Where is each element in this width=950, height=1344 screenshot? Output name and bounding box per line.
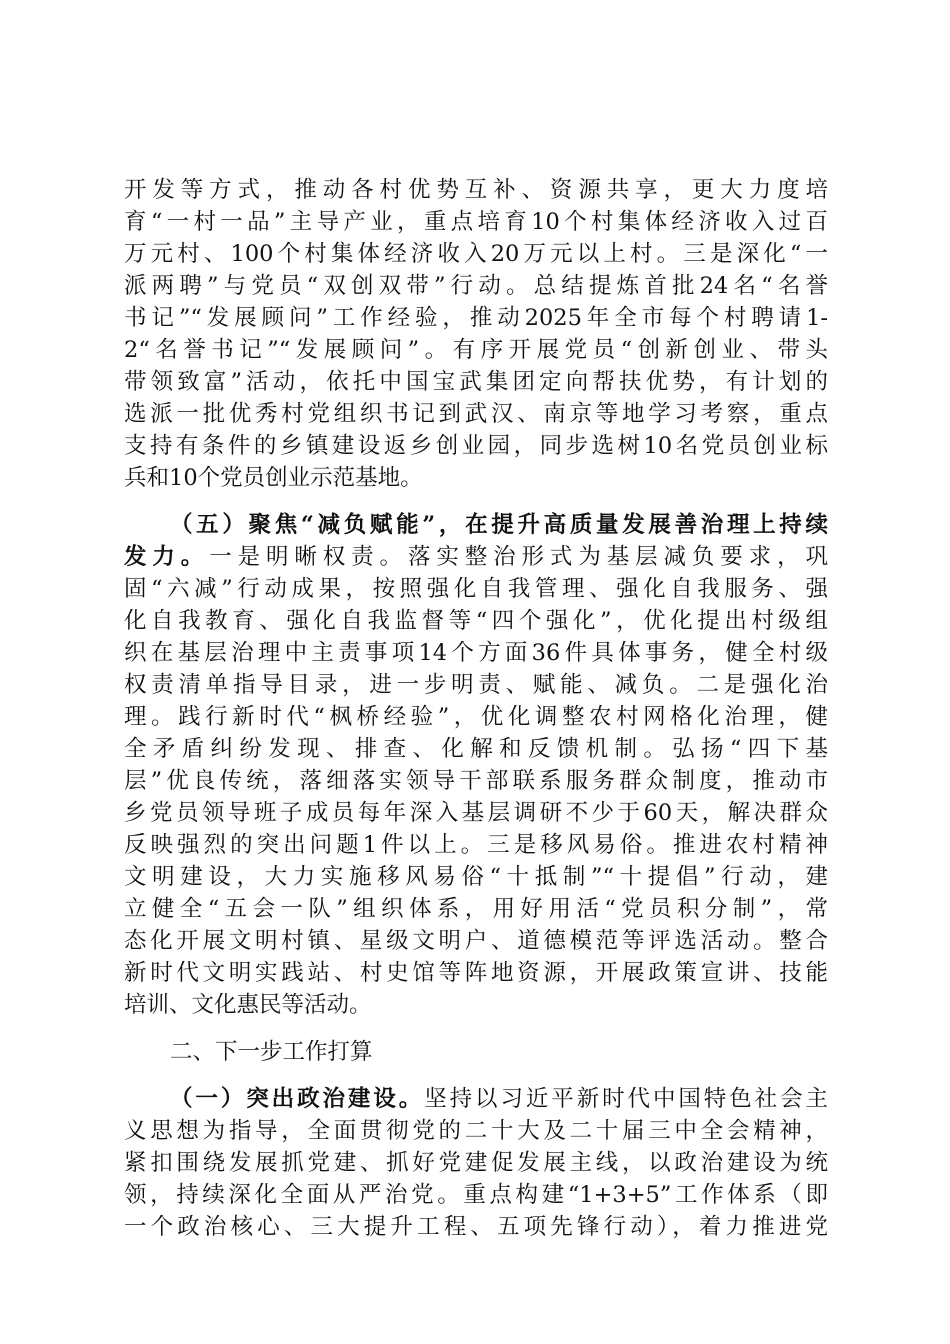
section-heading: 二、下一步工作打算: [170, 1039, 373, 1065]
text-line: 支持有条件的乡镇建设返乡创业园，同步选树10名党员创业标: [124, 433, 828, 459]
text-line: 态化开展文明村镇、星级文明户、道德模范等评选活动。整合: [124, 928, 828, 954]
subsection-heading-line: （五）聚焦“减负赋能”，在提升高质量发展善治理上持续: [170, 512, 828, 538]
text-line: 理。践行新时代“枫桥经验”，优化调整农村网格化治理，健: [124, 704, 828, 730]
text-line: 2“名誉书记”“发展顾问”。有序开展党员“创新创业、带头: [124, 337, 828, 363]
text-line: 带领致富”活动，依托中国宝武集团定向帮扶优势，有计划的: [124, 369, 828, 395]
document-body: [124, 174, 828, 1243]
text-line: 义思想为指导，全面贯彻党的二十大及二十届三中全会精神，: [124, 1118, 828, 1144]
text-line: 兵和10个党员创业示范基地。: [124, 465, 423, 491]
text-line: 反映强烈的突出问题1件以上。三是移风易俗。推进农村精神: [124, 832, 828, 858]
paragraph-burden-reduction: [124, 509, 828, 1021]
text-line: 书记”“发展顾问”工作经验，推动2025年全市每个村聘请1-: [124, 305, 828, 331]
text-line: 培训、文化惠民等活动。: [124, 992, 372, 1018]
text-line: 紧扣围绕发展抓党建、抓好党建促发展主线，以政治建设为统: [124, 1150, 828, 1176]
text-line: 立健全“五会一队”组织体系，用好用活“党员积分制”，常: [124, 896, 828, 922]
text-line: 领，持续深化全面从严治党。重点构建“1+3+5”工作体系（即: [124, 1182, 828, 1208]
text-line: 开发等方式，推动各村优势互补、资源共享，更大力度培: [124, 177, 828, 203]
text-line: 化自我教育、强化自我监督等“四个强化”，优化提出村级组: [124, 608, 828, 634]
text-line: 织在基层治理中主责事项14个方面36件具体事务，健全村级: [124, 640, 828, 666]
subsection-heading: （一）突出政治建设。: [170, 1086, 425, 1112]
paragraph-political-building: [124, 1083, 828, 1243]
text-line: 新时代文明实践站、村史馆等阵地资源，开展政策宣讲、技能: [124, 960, 828, 986]
section-heading-block: [124, 1036, 828, 1068]
text-line: 选派一批优秀村党组织书记到武汉、南京等地学习考察，重点: [124, 401, 828, 427]
text-line: 万元村、100个村集体经济收入20万元以上村。三是深化“一: [124, 241, 828, 267]
text-line: 层”优良传统，落细落实领导干部联系服务群众制度，推动市: [124, 768, 828, 794]
text-line: 文明建设，大力实施移风易俗“十抵制”“十提倡”行动，建: [124, 864, 828, 890]
text-line: 乡党员领导班子成员每年深入基层调研不少于60天，解决群众: [124, 800, 828, 826]
text-line: 权责清单指导目录，进一步明责、赋能、减负。二是强化治: [124, 672, 828, 698]
text-fragment: 坚持以习近平新时代中国特色社会主: [424, 1086, 828, 1112]
subsection-heading-tail: 发力。: [124, 544, 210, 570]
text-line: [124, 541, 828, 573]
text-line: 一个政治核心、三大提升工程、五项先锋行动），着力推进党: [124, 1214, 828, 1240]
text-line: 固“六减”行动成果，按照强化自我管理、强化自我服务、强: [124, 576, 828, 602]
text-line: 育“一村一品”主导产业，重点培育10个村集体经济收入过百: [124, 209, 828, 235]
text-fragment: 一是明晰权责。落实整治形式为基层减负要求，巩: [209, 544, 828, 570]
text-line: 全矛盾纠纷发现、排查、化解和反馈机制。弘扬“四下基: [124, 736, 828, 762]
text-line: 派两聘”与党员“双创双带”行动。总结提炼首批24名“名誉: [124, 273, 828, 299]
paragraph-rural-development: [124, 174, 828, 494]
text-line: [124, 1083, 828, 1115]
